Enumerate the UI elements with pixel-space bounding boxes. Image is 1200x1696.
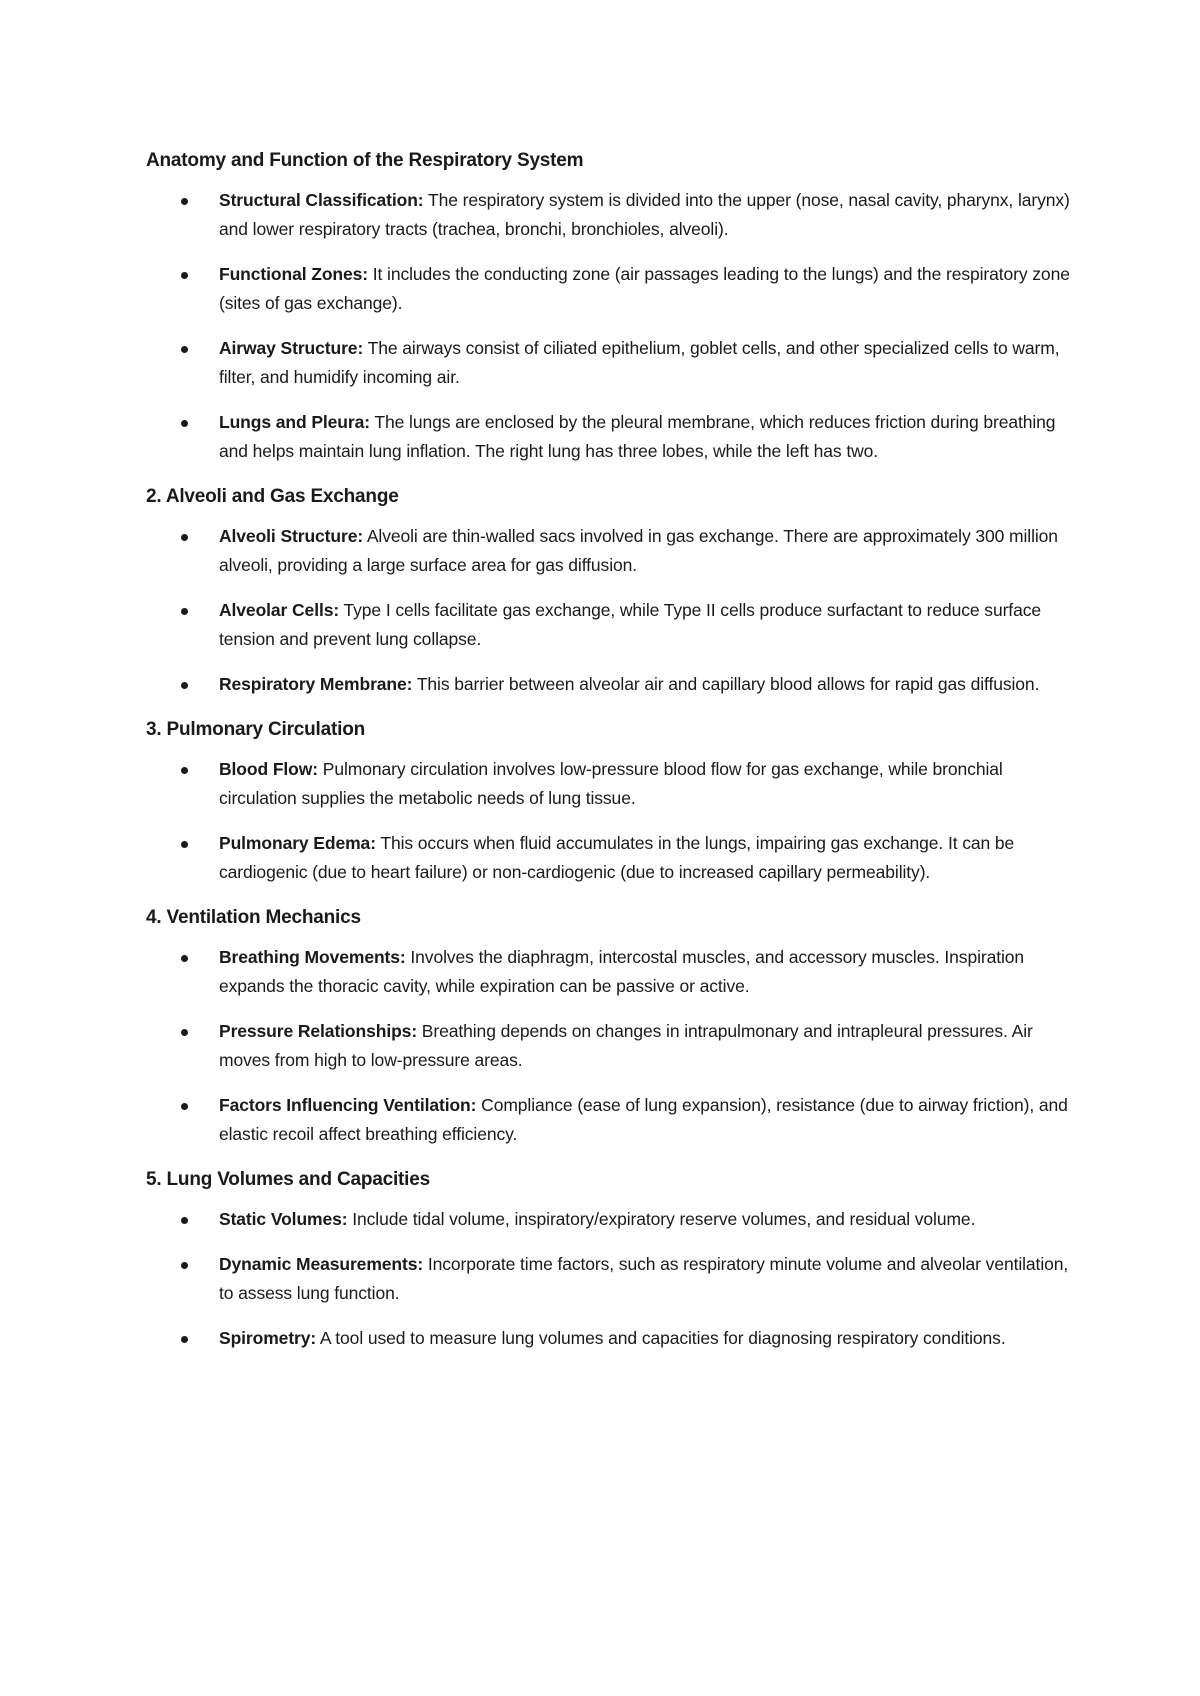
list-item: [146, 670, 1080, 699]
bullet-icon: [181, 534, 188, 541]
item-term: Static Volumes:: [219, 1209, 348, 1229]
section: [146, 715, 1080, 887]
list-item: [146, 186, 1080, 244]
bullet-icon: [181, 420, 188, 427]
item-text: Involves the diaphragm, intercostal muscles, and accessory muscles. Inspiration expands the thoracic cavity, while expiration can be passive or active.: [219, 947, 1025, 996]
bullet-icon: [181, 682, 188, 689]
item-text: This occurs when fluid accumulates in the lungs, impairing gas exchange. It can be cardiogenic (due to heart failure) or non-cardiogenic (due to increased capillary permeability).: [219, 833, 1015, 882]
item-term: Airway Structure:: [219, 338, 364, 358]
list-item: [146, 408, 1080, 466]
bullet-icon: [181, 955, 188, 962]
section-heading: 5. Lung Volumes and Capacities: [146, 1169, 430, 1190]
section: [146, 482, 1080, 699]
bullet-list: [146, 186, 1080, 466]
section: [146, 1165, 1080, 1353]
item-text: Incorporate time factors, such as respiratory minute volume and alveolar ventilation, to assess lung function.: [219, 1254, 1069, 1303]
bullet-icon: [181, 1103, 188, 1110]
item-term: Alveoli Structure:: [219, 526, 364, 546]
item-term: Lungs and Pleura:: [219, 412, 370, 432]
item-term: Blood Flow:: [219, 759, 319, 779]
list-item: [146, 334, 1080, 392]
item-text: Alveoli are thin-walled sacs involved in gas exchange. There are approximately 300 million alveoli, providing a large surface area for gas diffusion.: [219, 526, 1058, 575]
list-item: [146, 943, 1080, 1001]
section-heading: 3. Pulmonary Circulation: [146, 719, 366, 740]
item-text: Include tidal volume, inspiratory/expiratory reserve volumes, and residual volume.: [347, 1209, 976, 1229]
list-item: [146, 755, 1080, 813]
bullet-list: [146, 1205, 1080, 1353]
list-item: [146, 1017, 1080, 1075]
bullet-list: [146, 943, 1080, 1149]
list-item: [146, 1324, 1080, 1353]
item-term: Alveolar Cells:: [219, 600, 340, 620]
item-term: Functional Zones:: [219, 264, 368, 284]
list-item: [146, 596, 1080, 654]
section: [146, 903, 1080, 1149]
bullet-icon: [181, 608, 188, 615]
item-term: Pressure Relationships:: [219, 1021, 418, 1041]
item-text: The airways consist of ciliated epithelium, goblet cells, and other specialized cells to warm, filter, and humidify incoming air.: [219, 338, 1060, 387]
item-term: Respiratory Membrane:: [219, 674, 413, 694]
list-item: [146, 522, 1080, 580]
item-text: Compliance (ease of lung expansion), resistance (due to airway friction), and elastic recoil affect breathing efficiency.: [219, 1095, 1068, 1144]
item-term: Structural Classification:: [219, 190, 424, 210]
bullet-icon: [181, 272, 188, 279]
item-term: Pulmonary Edema:: [219, 833, 376, 853]
bullet-list: [146, 522, 1080, 699]
section-heading: 2. Alveoli and Gas Exchange: [146, 486, 399, 507]
bullet-list: [146, 755, 1080, 887]
item-term: Spirometry:: [219, 1328, 317, 1348]
bullet-icon: [181, 767, 188, 774]
item-text: The respiratory system is divided into the upper (nose, nasal cavity, pharynx, larynx) and lower respiratory tracts (trachea, bronchi, bronchioles, alveoli).: [219, 190, 1070, 239]
list-item: [146, 1205, 1080, 1234]
item-term: Dynamic Measurements:: [219, 1254, 424, 1274]
bullet-icon: [181, 841, 188, 848]
bullet-icon: [181, 1217, 188, 1224]
list-item: [146, 1091, 1080, 1149]
list-item: [146, 260, 1080, 318]
section-heading: 4. Ventilation Mechanics: [146, 907, 361, 928]
item-text: Breathing depends on changes in intrapulmonary and intrapleural pressures. Air moves from high to low-pressure areas.: [219, 1021, 1033, 1070]
item-text: A tool used to measure lung volumes and capacities for diagnosing respiratory conditions.: [316, 1328, 1006, 1348]
item-term: Factors Influencing Ventilation:: [219, 1095, 477, 1115]
item-text: This barrier between alveolar air and capillary blood allows for rapid gas diffusion.: [412, 674, 1040, 694]
list-item: [146, 1250, 1080, 1308]
section: [146, 146, 1080, 466]
list-item: [146, 829, 1080, 887]
item-term: Breathing Movements:: [219, 947, 406, 967]
item-text: Pulmonary circulation involves low-pressure blood flow for gas exchange, while bronchial circulation supplies the metabolic needs of lung tissue.: [219, 759, 1003, 808]
item-text: It includes the conducting zone (air passages leading to the lungs) and the respiratory zone (sites of gas exchange).: [219, 264, 1070, 313]
bullet-icon: [181, 198, 188, 205]
bullet-icon: [181, 346, 188, 353]
item-text: The lungs are enclosed by the pleural membrane, which reduces friction during breathing and helps maintain lung inflation. The right lung has three lobes, while the left has two.: [219, 412, 1056, 461]
bullet-icon: [181, 1262, 188, 1269]
item-text: Type I cells facilitate gas exchange, while Type II cells produce surfactant to reduce surface tension and prevent lung collapse.: [219, 600, 1041, 649]
section-heading: Anatomy and Function of the Respiratory System: [146, 150, 584, 171]
bullet-icon: [181, 1029, 188, 1036]
bullet-icon: [181, 1336, 188, 1343]
